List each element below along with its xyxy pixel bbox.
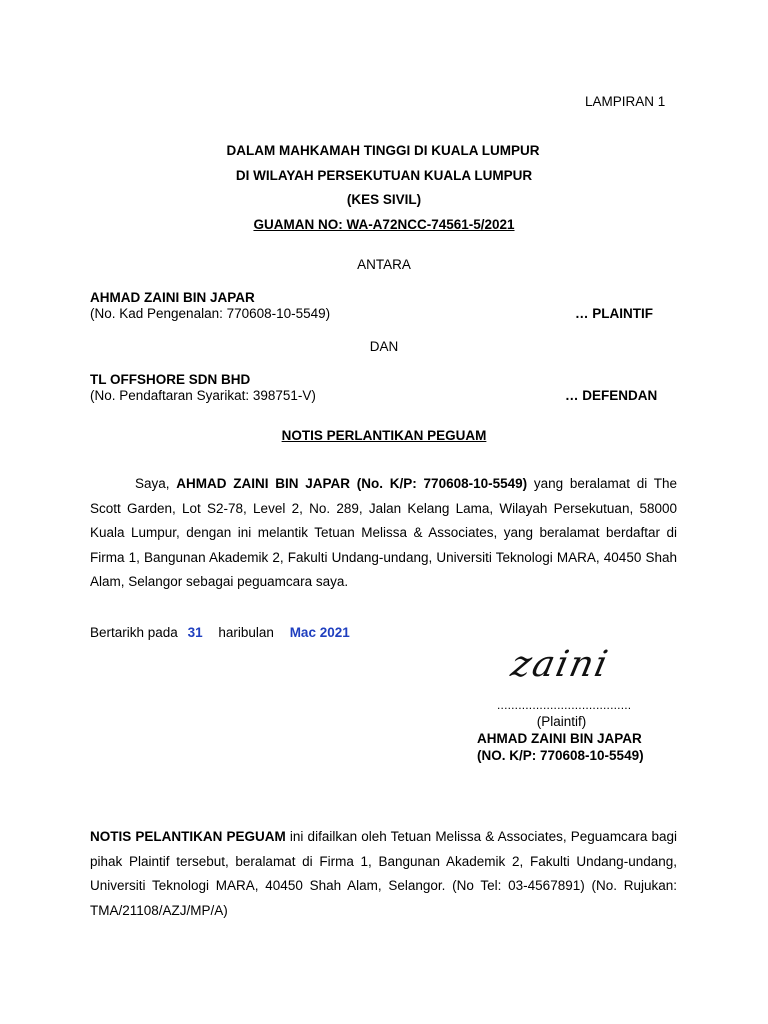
defendant-registration: (No. Pendaftaran Syarikat: 398751-V) bbox=[90, 388, 316, 403]
signature-dots: ...................................... bbox=[497, 698, 632, 712]
notice-body-prefix: Saya, bbox=[135, 476, 177, 491]
notice-body-party: AHMAD ZAINI BIN JAPAR (No. K/P: 770608-10-5549) bbox=[176, 476, 528, 491]
between-label: ANTARA bbox=[357, 257, 411, 272]
defendant-name: TL OFFSHORE SDN BHD bbox=[90, 372, 251, 387]
date-line bbox=[90, 625, 350, 640]
notice-body bbox=[90, 472, 677, 595]
signature-name: AHMAD ZAINI BIN JAPAR bbox=[477, 731, 642, 746]
attachment-label: LAMPIRAN 1 bbox=[585, 94, 666, 109]
and-label: DAN bbox=[369, 339, 399, 354]
court-line-1: DALAM MAHKAMAH TINGGI DI KUALA LUMPUR bbox=[226, 143, 540, 158]
date-prefix: Bertarikh pada bbox=[90, 625, 178, 640]
defendant-role: … DEFENDAN bbox=[565, 388, 658, 403]
footer-note-title: NOTIS PELANTIKAN PEGUAM bbox=[90, 829, 286, 844]
signature-role: (Plaintif) bbox=[536, 714, 587, 729]
date-month-year: Mac 2021 bbox=[289, 625, 350, 640]
suit-number: GUAMAN NO: WA-A72NCC-74561-5/2021 bbox=[253, 217, 515, 232]
date-middle: haribulan bbox=[218, 625, 274, 640]
footer-note-text: ini difailkan oleh Tetuan Melissa & Associates, Peguamcara bagi pihak Plaintif tersebut, beralamat di Firma 1, Bangunan Akademik 2, Fakulti Undang-undang, Universiti Teknologi MARA, 40450 Shah Alam, Selangor. (No Tel: 03-4567891) (No. Rujukan: TMA/21108/AZJ/MP/A) bbox=[90, 829, 677, 918]
case-type: (KES SIVIL) bbox=[346, 192, 422, 207]
notice-title: NOTIS PERLANTIKAN PEGUAM bbox=[281, 428, 487, 443]
court-line-2: DI WILAYAH PERSEKUTUAN KUALA LUMPUR bbox=[235, 168, 533, 183]
date-day: 31 bbox=[187, 625, 203, 640]
notice-body-text: yang beralamat di The Scott Garden, Lot S2-78, Level 2, No. 289, Jalan Kelang Lama, Wilayah Persekutuan, 58000 Kuala Lumpur, dengan ini melantik Tetuan Melissa & Associates, yang beralamat berdaftar di Firma 1, Bangunan Akademik 2, Fakulti Undang-undang, Universiti Teknologi MARA, 40450 Shah Alam, Selangor sebagai peguamcara saya. bbox=[90, 476, 677, 589]
plaintiff-id: (No. Kad Pengenalan: 770608-10-5549) bbox=[90, 306, 331, 321]
plaintiff-role: … PLAINTIF bbox=[575, 306, 653, 321]
plaintiff-name: AHMAD ZAINI BIN JAPAR bbox=[90, 290, 255, 305]
footer-note bbox=[90, 825, 677, 923]
signature-handwriting: zaini bbox=[507, 644, 614, 685]
signature-id: (NO. K/P: 770608-10-5549) bbox=[477, 748, 644, 763]
